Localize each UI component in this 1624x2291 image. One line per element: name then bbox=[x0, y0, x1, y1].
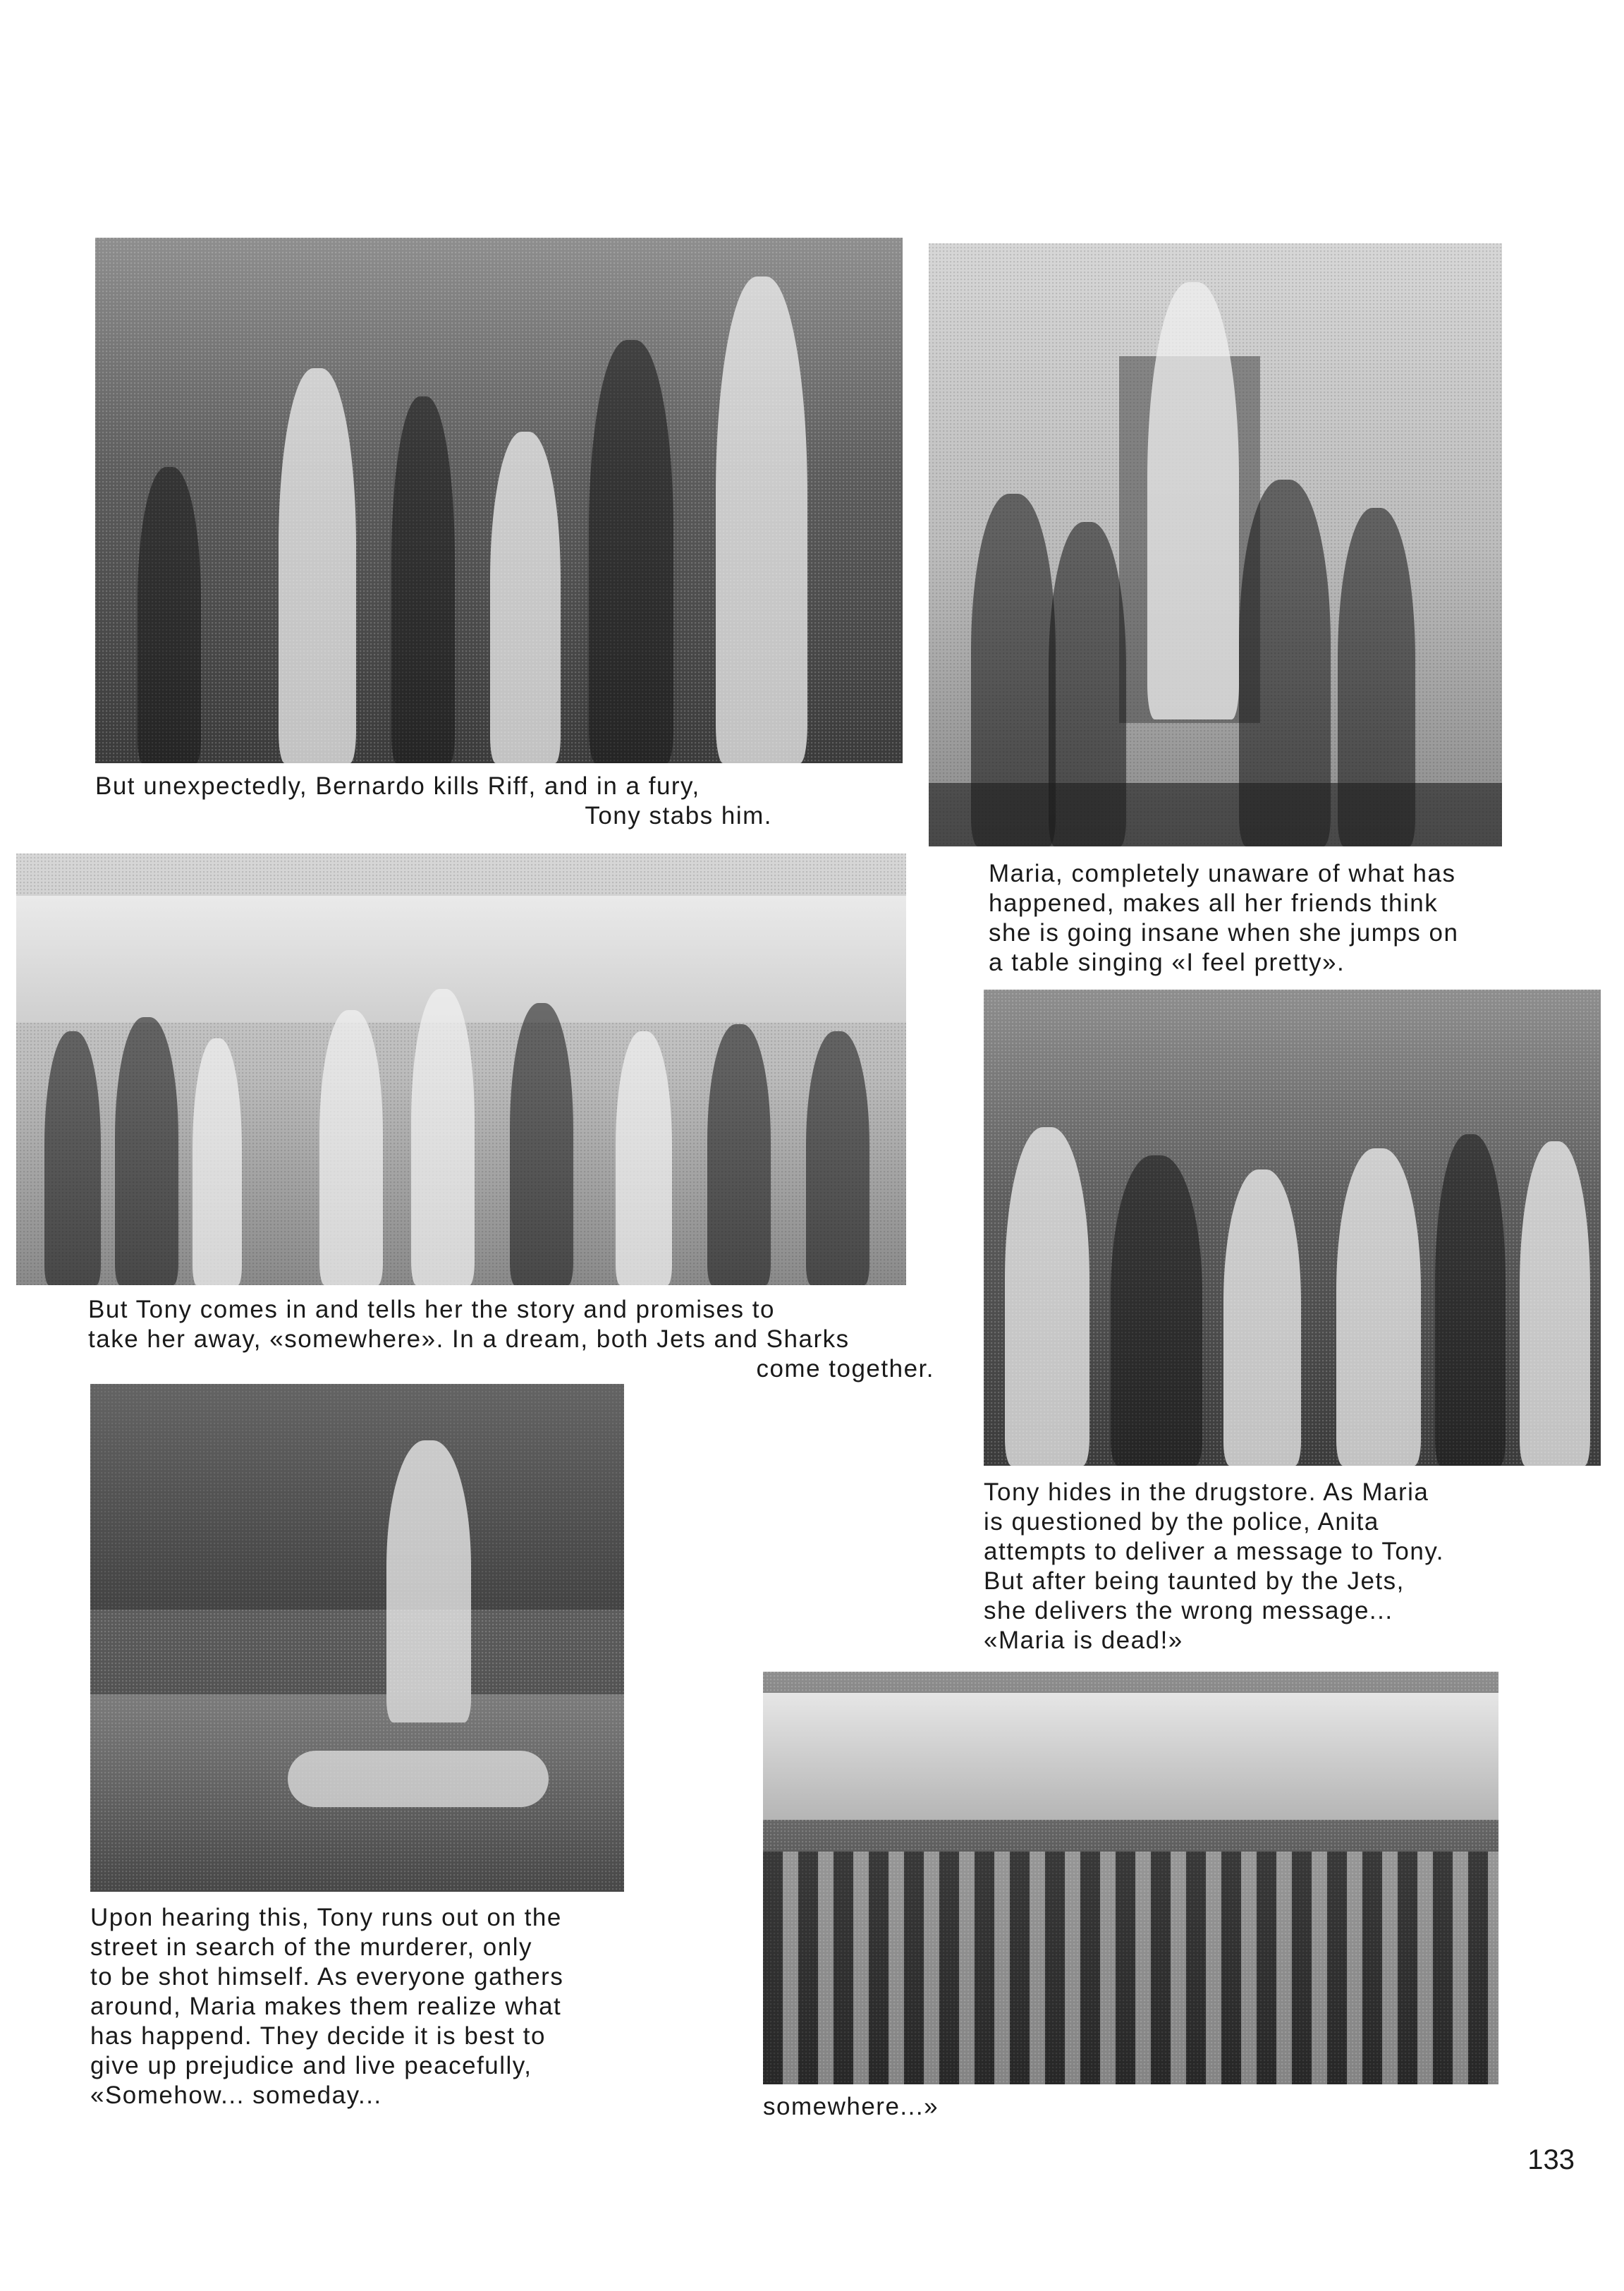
photo-somewhere-dream bbox=[16, 853, 906, 1285]
photo-i-feel-pretty bbox=[929, 243, 1502, 846]
caption-cast bbox=[763, 2092, 1116, 2122]
caption-finale bbox=[90, 1903, 640, 2110]
photo-drugstore bbox=[984, 990, 1601, 1466]
caption-somewhere-dream bbox=[88, 1295, 934, 1384]
caption-line: But after being taunted by the Jets, bbox=[984, 1567, 1405, 1595]
caption-line: she is going insane when she jumps on bbox=[989, 919, 1459, 947]
caption-line: Upon hearing this, Tony runs out on the bbox=[90, 1904, 562, 1931]
caption-line: But unexpectedly, Bernardo kills Riff, and in a fury, bbox=[95, 772, 700, 800]
caption-line: street in search of the murderer, only bbox=[90, 1933, 532, 1961]
photo-rumble bbox=[95, 238, 903, 763]
photo-finale bbox=[90, 1384, 624, 1892]
caption-drugstore bbox=[984, 1478, 1576, 1655]
caption-line: around, Maria makes them realize what bbox=[90, 1993, 562, 2020]
caption-line: somewhere...» bbox=[763, 2093, 939, 2120]
caption-line: «Somehow... someday... bbox=[90, 2082, 382, 2109]
caption-line: take her away, «somewhere». In a dream, both Jets and Sharks bbox=[88, 1325, 850, 1353]
caption-line: Tony hides in the drugstore. As Maria bbox=[984, 1478, 1429, 1506]
photo-cast bbox=[763, 1672, 1498, 2084]
caption-line: «Maria is dead!» bbox=[984, 1627, 1183, 1654]
caption-line: is questioned by the police, Anita bbox=[984, 1508, 1379, 1536]
caption-line: attempts to deliver a message to Tony. bbox=[984, 1538, 1444, 1565]
caption-line: Maria, completely unaware of what has bbox=[989, 860, 1456, 887]
caption-line: Tony stabs him. bbox=[585, 802, 772, 830]
caption-line: But Tony comes in and tells her the story and promises to bbox=[88, 1296, 775, 1323]
caption-line: happened, makes all her friends think bbox=[989, 889, 1439, 917]
caption-rumble bbox=[95, 772, 772, 831]
caption-line: has happend. They decide it is best to bbox=[90, 2022, 546, 2050]
caption-line: a table singing «I feel pretty». bbox=[989, 949, 1345, 976]
caption-line: she delivers the wrong message... bbox=[984, 1597, 1393, 1624]
caption-i-feel-pretty bbox=[989, 859, 1539, 978]
caption-line: to be shot himself. As everyone gathers bbox=[90, 1963, 564, 1991]
page-number: 133 bbox=[1527, 2144, 1575, 2175]
caption-line: give up prejudice and live peacefully, bbox=[90, 2052, 532, 2079]
caption-line: come together. bbox=[756, 1355, 934, 1382]
